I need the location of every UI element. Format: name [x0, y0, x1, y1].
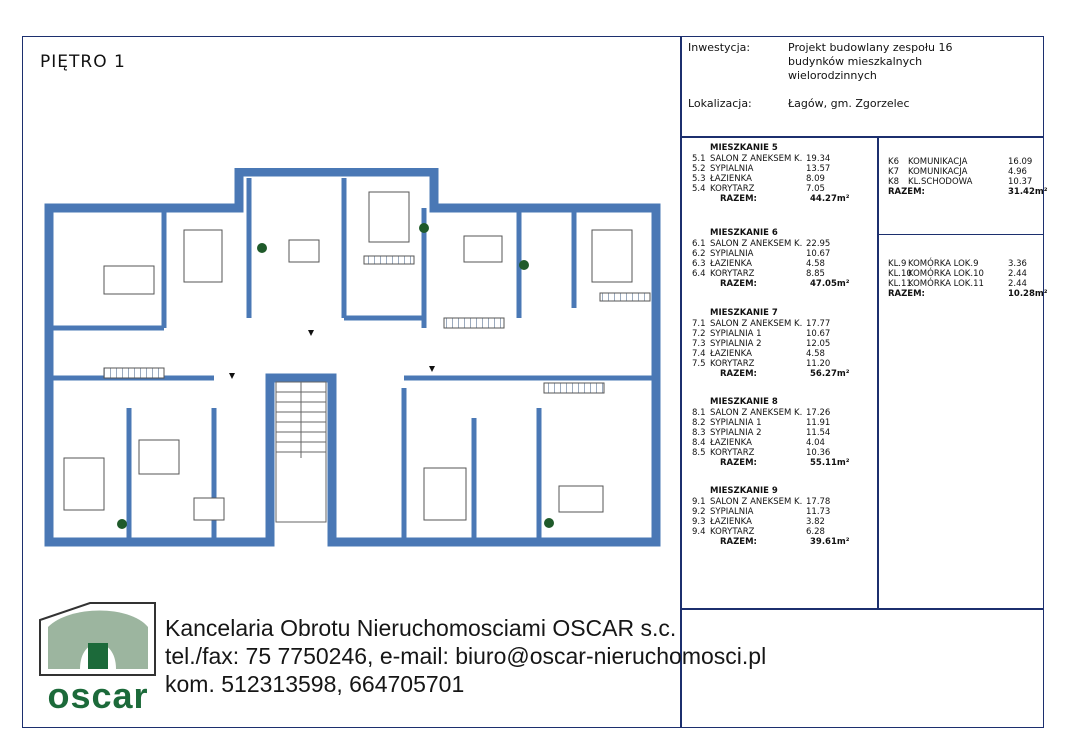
room-label: KORYTARZ [710, 269, 755, 279]
room-row [692, 408, 872, 418]
total-area: 10.28m² [1008, 289, 1048, 299]
room-label: SYPIALNIA [710, 164, 754, 174]
communication-row [888, 167, 1043, 177]
room-no: 8.1 [692, 408, 706, 418]
room-no: 8.3 [692, 428, 706, 438]
room-row [692, 497, 872, 507]
room-no: 8.4 [692, 438, 706, 448]
room-area: 4.58 [806, 349, 825, 359]
divider-comm-bottom [879, 234, 1044, 235]
room-area: 7.05 [806, 184, 825, 194]
divider-info-bottom [680, 136, 1044, 138]
room-no: 7.2 [692, 329, 706, 339]
room-area: 17.77 [806, 319, 831, 329]
room-no: 7.4 [692, 349, 706, 359]
room-row [692, 184, 872, 194]
oscar-logo [30, 595, 166, 730]
room-no: 8.2 [692, 418, 706, 428]
room-label: KORYTARZ [710, 527, 755, 537]
room-row [692, 239, 872, 249]
storage-label: KOMÓRKA LOK.10 [908, 269, 984, 279]
storage-area: 2.44 [1008, 269, 1027, 279]
total-area: 44.27m² [810, 194, 850, 204]
investment-info [688, 41, 1028, 111]
communication-row [888, 177, 1043, 187]
floor-plan [44, 168, 662, 548]
storage-no: KL.10 [888, 269, 912, 279]
room-label: SYPIALNIA [710, 507, 754, 517]
room-label: ŁAZIENKA [710, 517, 752, 527]
storage-row [888, 259, 1043, 269]
room-area: 10.36 [806, 448, 831, 458]
investment-value: Projekt budowlany zespołu 16 budynków mieszkalnych wielorodzinnych [788, 41, 953, 82]
contact-phone-email: tel./fax: 75 7750246, e-mail: biuro@oscar-nieruchomosci.pl [165, 643, 767, 669]
room-no: 5.1 [692, 154, 706, 164]
room-area: 8.85 [806, 269, 825, 279]
room-no: 7.3 [692, 339, 706, 349]
logo-emblem-icon [30, 595, 166, 685]
apartment-name: MIESZKANIE 8 [710, 397, 778, 407]
room-label: ŁAZIENKA [710, 438, 752, 448]
communication-area: 16.09 [1008, 157, 1033, 167]
room-area: 6.28 [806, 527, 825, 537]
room-label: SYPIALNIA [710, 249, 754, 259]
apartment-total [692, 458, 872, 470]
room-row [692, 154, 872, 164]
room-no: 6.3 [692, 259, 706, 269]
storage-row [888, 269, 1043, 279]
apartment-table [692, 308, 872, 381]
room-row [692, 418, 872, 428]
total-area: 47.05m² [810, 279, 850, 289]
apartment-name: MIESZKANIE 6 [710, 228, 778, 238]
room-area: 22.95 [806, 239, 831, 249]
room-row [692, 269, 872, 279]
total-label: RAZEM: [720, 458, 757, 468]
room-area: 19.34 [806, 154, 831, 164]
room-row [692, 359, 872, 369]
room-label: SYPIALNIA 1 [710, 329, 762, 339]
logo-text: oscar [47, 675, 149, 716]
room-no: 9.4 [692, 527, 706, 537]
staircase [276, 382, 326, 522]
room-area: 17.26 [806, 408, 831, 418]
communication-row [888, 157, 1043, 167]
apartment-name: MIESZKANIE 5 [710, 143, 778, 153]
total-label: RAZEM: [888, 187, 925, 197]
room-label: SYPIALNIA 2 [710, 428, 762, 438]
location-label: Lokalizacja: [688, 97, 752, 110]
storage-area: 2.44 [1008, 279, 1027, 289]
storage-table [888, 259, 1048, 301]
room-area: 17.78 [806, 497, 831, 507]
room-no: 9.2 [692, 507, 706, 517]
room-row [692, 428, 872, 438]
total-area: 39.61m² [810, 537, 850, 547]
total-area: 55.11m² [810, 458, 850, 468]
total-label: RAZEM: [720, 537, 757, 547]
communication-label: KOMUNIKACJA [908, 167, 968, 177]
apartment-total [692, 194, 872, 206]
storage-label: KOMÓRKA LOK.9 [908, 259, 979, 269]
room-area: 13.57 [806, 164, 831, 174]
room-row [692, 164, 872, 174]
room-no: 6.2 [692, 249, 706, 259]
communication-area: 10.37 [1008, 177, 1033, 187]
room-area: 11.91 [806, 418, 831, 428]
room-area: 3.82 [806, 517, 825, 527]
room-area: 11.20 [806, 359, 831, 369]
total-label: RAZEM: [720, 369, 757, 379]
total-area: 31.42m² [1008, 187, 1048, 197]
furniture [64, 192, 632, 520]
communication-no: K8 [888, 177, 899, 187]
communication-no: K6 [888, 157, 899, 167]
communication-label: KL.SCHODOWA [908, 177, 973, 187]
apartment-total [692, 537, 872, 549]
room-no: 9.1 [692, 497, 706, 507]
room-label: KORYTARZ [710, 359, 755, 369]
communication-no: K7 [888, 167, 899, 177]
communication-table [888, 157, 1048, 199]
apartment-total [692, 279, 872, 291]
room-area: 10.67 [806, 329, 831, 339]
apartment-table [692, 486, 872, 549]
room-label: SYPIALNIA 1 [710, 418, 762, 428]
contact-company: Kancelaria Obrotu Nieruchomosciami OSCAR s.c. [165, 615, 677, 641]
room-no: 5.4 [692, 184, 706, 194]
room-label: KORYTARZ [710, 184, 755, 194]
apartment-table [692, 143, 872, 206]
entry-arrows [229, 330, 435, 379]
apartment-table [692, 397, 872, 470]
communication-total [888, 187, 1048, 199]
room-label: SYPIALNIA 2 [710, 339, 762, 349]
room-row [692, 448, 872, 458]
apartment-name: MIESZKANIE 9 [710, 486, 778, 496]
room-label: SALON Z ANEKSEM K. [710, 154, 803, 164]
room-no: 7.1 [692, 319, 706, 329]
room-row [692, 349, 872, 359]
room-area: 4.04 [806, 438, 825, 448]
divider-table-vertical [877, 138, 879, 608]
room-row [692, 507, 872, 517]
apartment-name: MIESZKANIE 7 [710, 308, 778, 318]
location-value: Łagów, gm. Zgorzelec [788, 97, 910, 110]
room-area: 4.58 [806, 259, 825, 269]
storage-no: KL.11 [888, 279, 912, 289]
room-label: SALON Z ANEKSEM K. [710, 239, 803, 249]
room-row [692, 259, 872, 269]
apartment-table [692, 228, 872, 291]
room-area: 11.73 [806, 507, 831, 517]
total-label: RAZEM: [720, 279, 757, 289]
room-no: 9.3 [692, 517, 706, 527]
room-area: 11.54 [806, 428, 831, 438]
room-label: SALON Z ANEKSEM K. [710, 408, 803, 418]
room-no: 6.1 [692, 239, 706, 249]
room-area: 8.09 [806, 174, 825, 184]
floor-title: PIĘTRO 1 [40, 52, 126, 72]
room-label: ŁAZIENKA [710, 174, 752, 184]
room-row [692, 517, 872, 527]
investment-label: Inwestycja: [688, 41, 751, 54]
storage-label: KOMÓRKA LOK.11 [908, 279, 984, 289]
room-area: 10.67 [806, 249, 831, 259]
room-no: 5.2 [692, 164, 706, 174]
total-label: RAZEM: [888, 289, 925, 299]
room-label: ŁAZIENKA [710, 259, 752, 269]
contact-block [165, 614, 766, 698]
room-label: ŁAZIENKA [710, 349, 752, 359]
total-label: RAZEM: [720, 194, 757, 204]
room-no: 6.4 [692, 269, 706, 279]
storage-no: KL.9 [888, 259, 907, 269]
communication-label: KOMUNIKACJA [908, 157, 968, 167]
room-row [692, 249, 872, 259]
room-no: 7.5 [692, 359, 706, 369]
room-row [692, 319, 872, 329]
room-row [692, 527, 872, 537]
storage-total [888, 289, 1048, 301]
apartment-total [692, 369, 872, 381]
room-label: SALON Z ANEKSEM K. [710, 497, 803, 507]
storage-row [888, 279, 1043, 289]
divider-table-bottom [680, 608, 1044, 610]
room-no: 5.3 [692, 174, 706, 184]
room-label: SALON Z ANEKSEM K. [710, 319, 803, 329]
total-area: 56.27m² [810, 369, 850, 379]
room-no: 8.5 [692, 448, 706, 458]
room-row [692, 339, 872, 349]
room-row [692, 438, 872, 448]
room-label: KORYTARZ [710, 448, 755, 458]
contact-mobile: kom. 512313598, 664705701 [165, 671, 465, 697]
room-row [692, 329, 872, 339]
communication-area: 4.96 [1008, 167, 1027, 177]
storage-area: 3.36 [1008, 259, 1027, 269]
room-area: 12.05 [806, 339, 831, 349]
room-row [692, 174, 872, 184]
